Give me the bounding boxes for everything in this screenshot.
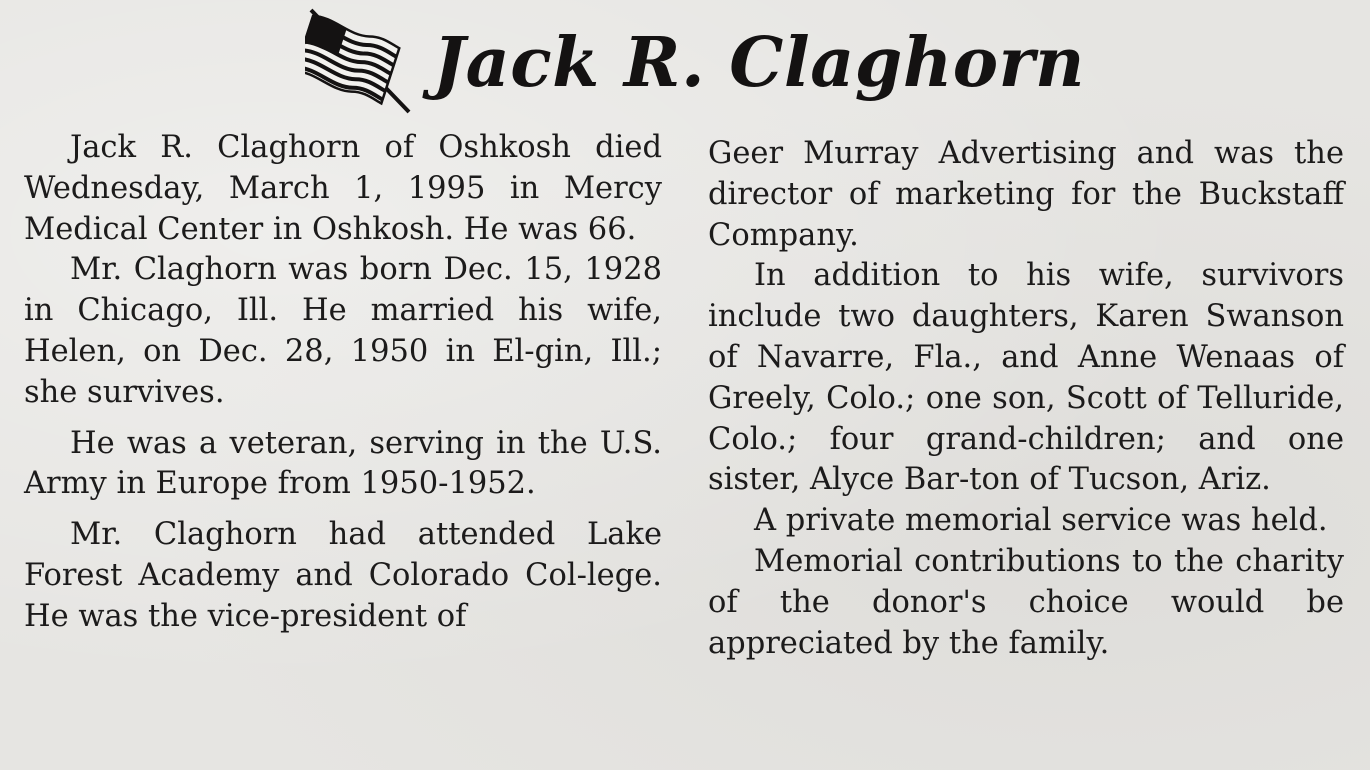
obituary-header <box>305 8 1085 118</box>
left-column <box>24 128 662 638</box>
american-flag-icon <box>305 8 415 118</box>
paragraph-education-career: Mr. Claghorn had attended Lake Forest Academy and Colorado Col-lege. He was the vice-president of <box>24 517 662 634</box>
paragraph-birth-marriage: Mr. Claghorn was born Dec. 15, 1928 in Chicago, Ill. He married his wife, Helen, on Dec. 28, 1950 in El-gin, Ill.; she survives. <box>24 252 662 410</box>
paragraph-survivors: In addition to his wife, survivors include two daughters, Karen Swanson of Navarre, Fla., and Anne Wenaas of Greely, Colo.; one son, Scott of Telluride, Colo.; four grand-children; and one sister, Alyce Bar-ton of Tucson, Ariz. <box>708 258 1344 498</box>
paragraph-memorial-service: A private memorial service was held. <box>754 503 1328 539</box>
paragraph-memorial-contributions: Memorial contributions to the charity of the donor's choice would be appreciated by the family. <box>708 543 1344 661</box>
right-column <box>708 134 1344 664</box>
paragraph-military-service: He was a veteran, serving in the U.S. Army in Europe from 1950-1952. <box>24 425 662 502</box>
obituary-title: Jack R. Claghorn <box>433 23 1085 103</box>
paragraph-career-continued: Geer Murray Advertising and was the director of marketing for the Buckstaff Company. <box>708 136 1344 253</box>
paragraph-death-notice: Jack R. Claghorn of Oshkosh died Wednesday, March 1, 1995 in Mercy Medical Center in Oshkosh. He was 66. <box>24 130 662 247</box>
